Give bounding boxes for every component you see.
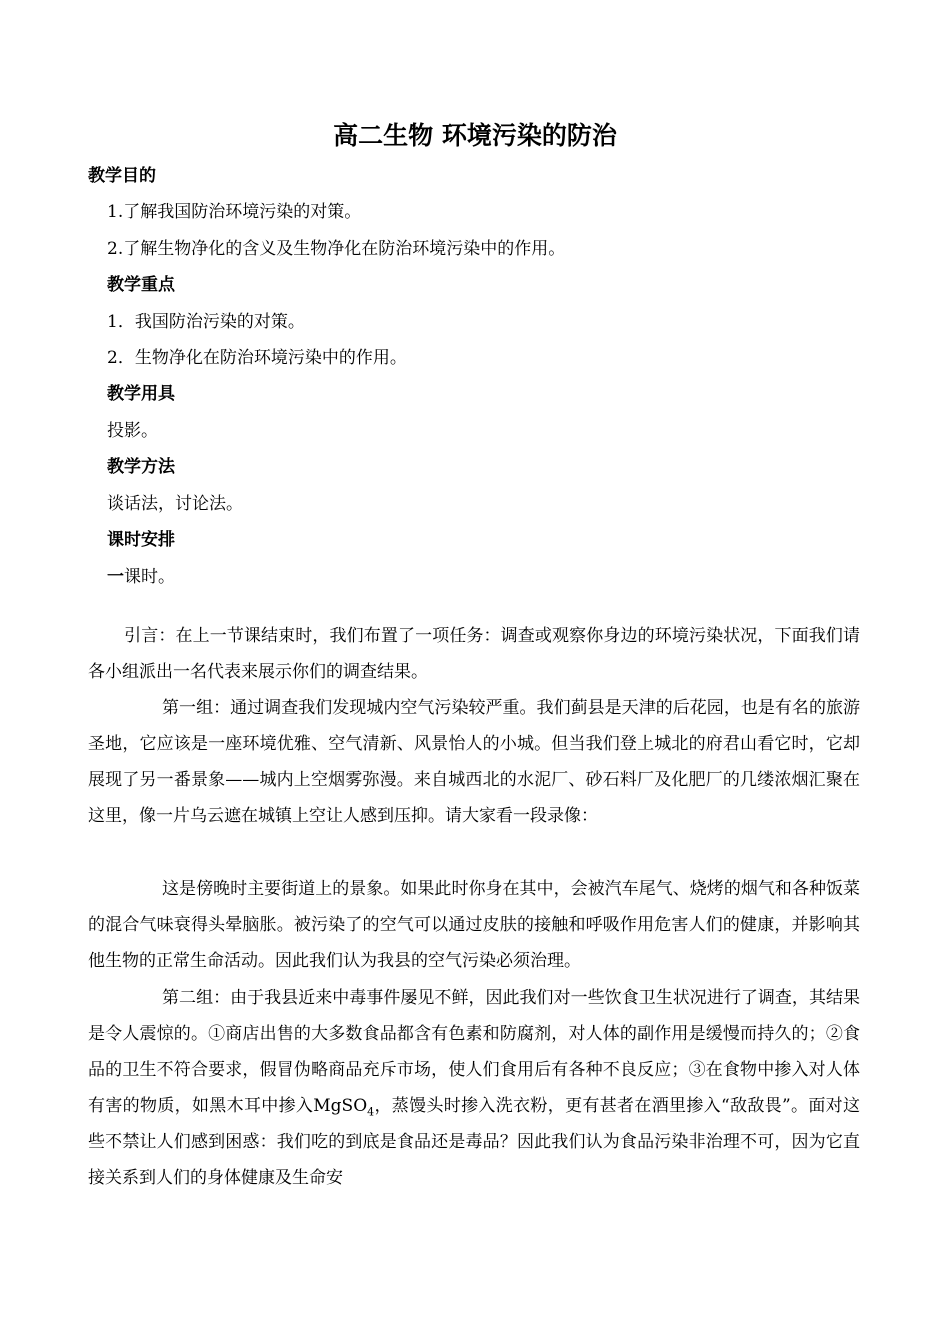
group1-paragraph [88, 690, 860, 834]
methods-text: 谈话法，讨论法。 [107, 494, 243, 514]
objectives-heading: 教学目的 [88, 166, 156, 186]
group2-text-a: 第二组：由于我县近来中毒事件屡见不鲜，因此我们对一些饮食卫生状况进行了调查，其结果是令人震惊的。①商店出售的大多数食品都含有色素和防腐剂，对人体的副作用是缓慢而持久的；②食品的卫生不符合要求，假冒伪略商品充斥市场，使人们食用后有各种不良反应；③在食物中掺入对人体有害的物质，如黑木耳中掺入 [88, 988, 860, 1116]
video-text: 这是傍晚时主要街道上的景象。如果此时你身在其中，会被汽车尾气、烧烤的烟气和各种饭菜的混合气味衰得头晕脑胀。被污染了的空气可以通过皮肤的接触和呼吸作用危害人们的健康，并影响其他生物的正常生命活动。因此我们认为我县的空气污染必须治理。 [88, 879, 860, 971]
intro-text: 引言：在上一节课结束时，我们布置了一项任务：调查或观察你身边的环境污染状况，下面我们请各小组派出一名代表来展示你们的调查结果。 [88, 626, 860, 682]
objective-item-1: 1.了解我国防治环境污染的对策。 [107, 202, 362, 222]
group2-paragraph [88, 980, 860, 1196]
schedule-number: 一 [107, 567, 124, 587]
methods-heading: 教学方法 [107, 457, 175, 477]
chem-formula [313, 1096, 375, 1119]
tools-text: 投影。 [107, 421, 158, 441]
document-title: 高二生物 环境污染的防治 [333, 121, 617, 150]
intro-paragraph [88, 618, 860, 690]
schedule-heading: 课时安排 [107, 530, 175, 550]
key-points-heading: 教学重点 [107, 275, 175, 295]
group2-text-b: ，蒸馒头时掺入洗衣粉，更有甚者在酒里掺入“敌敌畏”。面对这些不禁让人们感到困惑：我们吃的到底是食品还是毒品？因此我们认为食品污染非治理不可，因为它直接关系到人们的身体健康及生命安 [88, 1096, 861, 1188]
video-paragraph [88, 871, 860, 979]
key-point-item-1: 1．我国防治污染的对策。 [107, 312, 305, 332]
group1-text: 第一组：通过调查我们发现城内空气污染较严重。我们蓟县是天津的后花园，也是有名的旅游圣地，它应该是一座环境优雅、空气清新、风景怡人的小城。但当我们登上城北的府君山看它时，它却展现了另一番景象——城内上空烟雾弥漫。来自城西北的水泥厂、砂石料厂及化肥厂的几缕浓烟汇聚在这里，像一片乌云遮在城镇上空让人感到压抑。请大家看一段录像： [88, 698, 860, 826]
objective-item-2: 2.了解生物净化的含义及生物净化在防治环境污染中的作用。 [107, 239, 566, 259]
schedule-text: 课时。 [124, 567, 175, 587]
tools-heading: 教学用具 [107, 384, 175, 404]
chem-formula-subscript: 4 [367, 1105, 375, 1119]
key-point-item-2: 2．生物净化在防治环境污染中的作用。 [107, 348, 407, 368]
schedule-line [107, 565, 175, 589]
chem-formula-base: MgSO [313, 1096, 368, 1116]
